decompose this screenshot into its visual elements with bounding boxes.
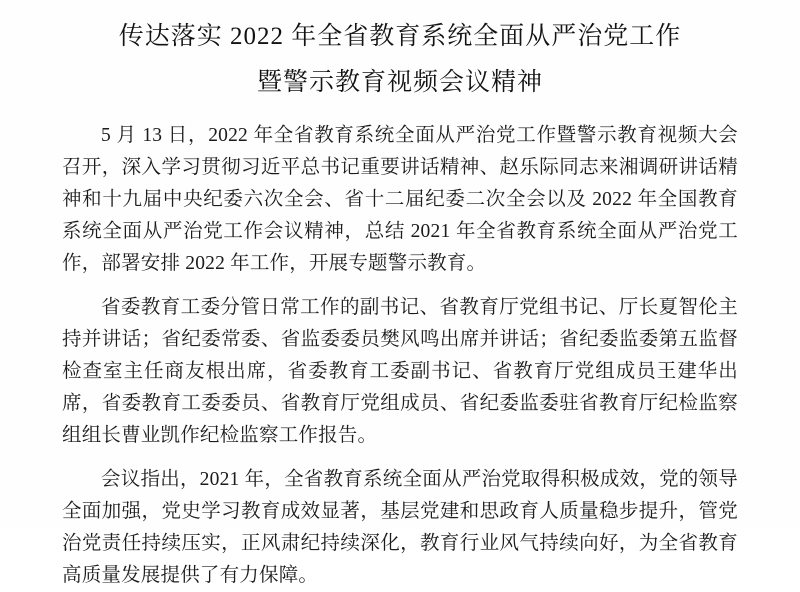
page-title-line-1: 传达落实 2022 年全省教育系统全面从严治党工作 xyxy=(118,23,682,50)
document-body xyxy=(62,120,738,592)
paragraph: 5 月 13 日，2022 年全省教育系统全面从严治党工作暨警示教育视频大会召开，深入学习贯彻习近平总书记重要讲话精神、赵乐际同志来湘调研讲话精神和十九届中央纪委六次全会、省十二届纪委二次全会以及 2022 年全国教育系统全面从严治党工作会议精神，总结 2021 年全省教育系统全面从严治党工作，部署安排 2022 年工作，开展专题警示教育。 xyxy=(62,125,738,274)
paragraph: 省委教育工委分管日常工作的副书记、省教育厅党组书记、厅长夏智伦主持并讲话；省纪委常委、省监委委员樊风鸣出席并讲话；省纪委监委第五监督检查室主任商友根出席，省委教育工委副书记、省教育厅党组成员王建华出席，省委教育工委委员、省教育厅党组成员、省纪委监委驻省教育厅纪检监察组组长曹业凯作纪检监察工作报告。 xyxy=(62,297,738,446)
paragraph: 会议指出，2021 年，全省教育系统全面从严治党取得积极成效，党的领导全面加强，党史学习教育成效显著，基层党建和思政育人质量稳步提升，管党治党责任持续压实，正风肃纪持续深化，教育行业风气持续向好，为全省教育高质量发展提供了有力保障。 xyxy=(62,469,738,586)
page-title xyxy=(62,16,738,104)
page-title-line-2: 暨警示教育视频会议精神 xyxy=(256,69,543,96)
